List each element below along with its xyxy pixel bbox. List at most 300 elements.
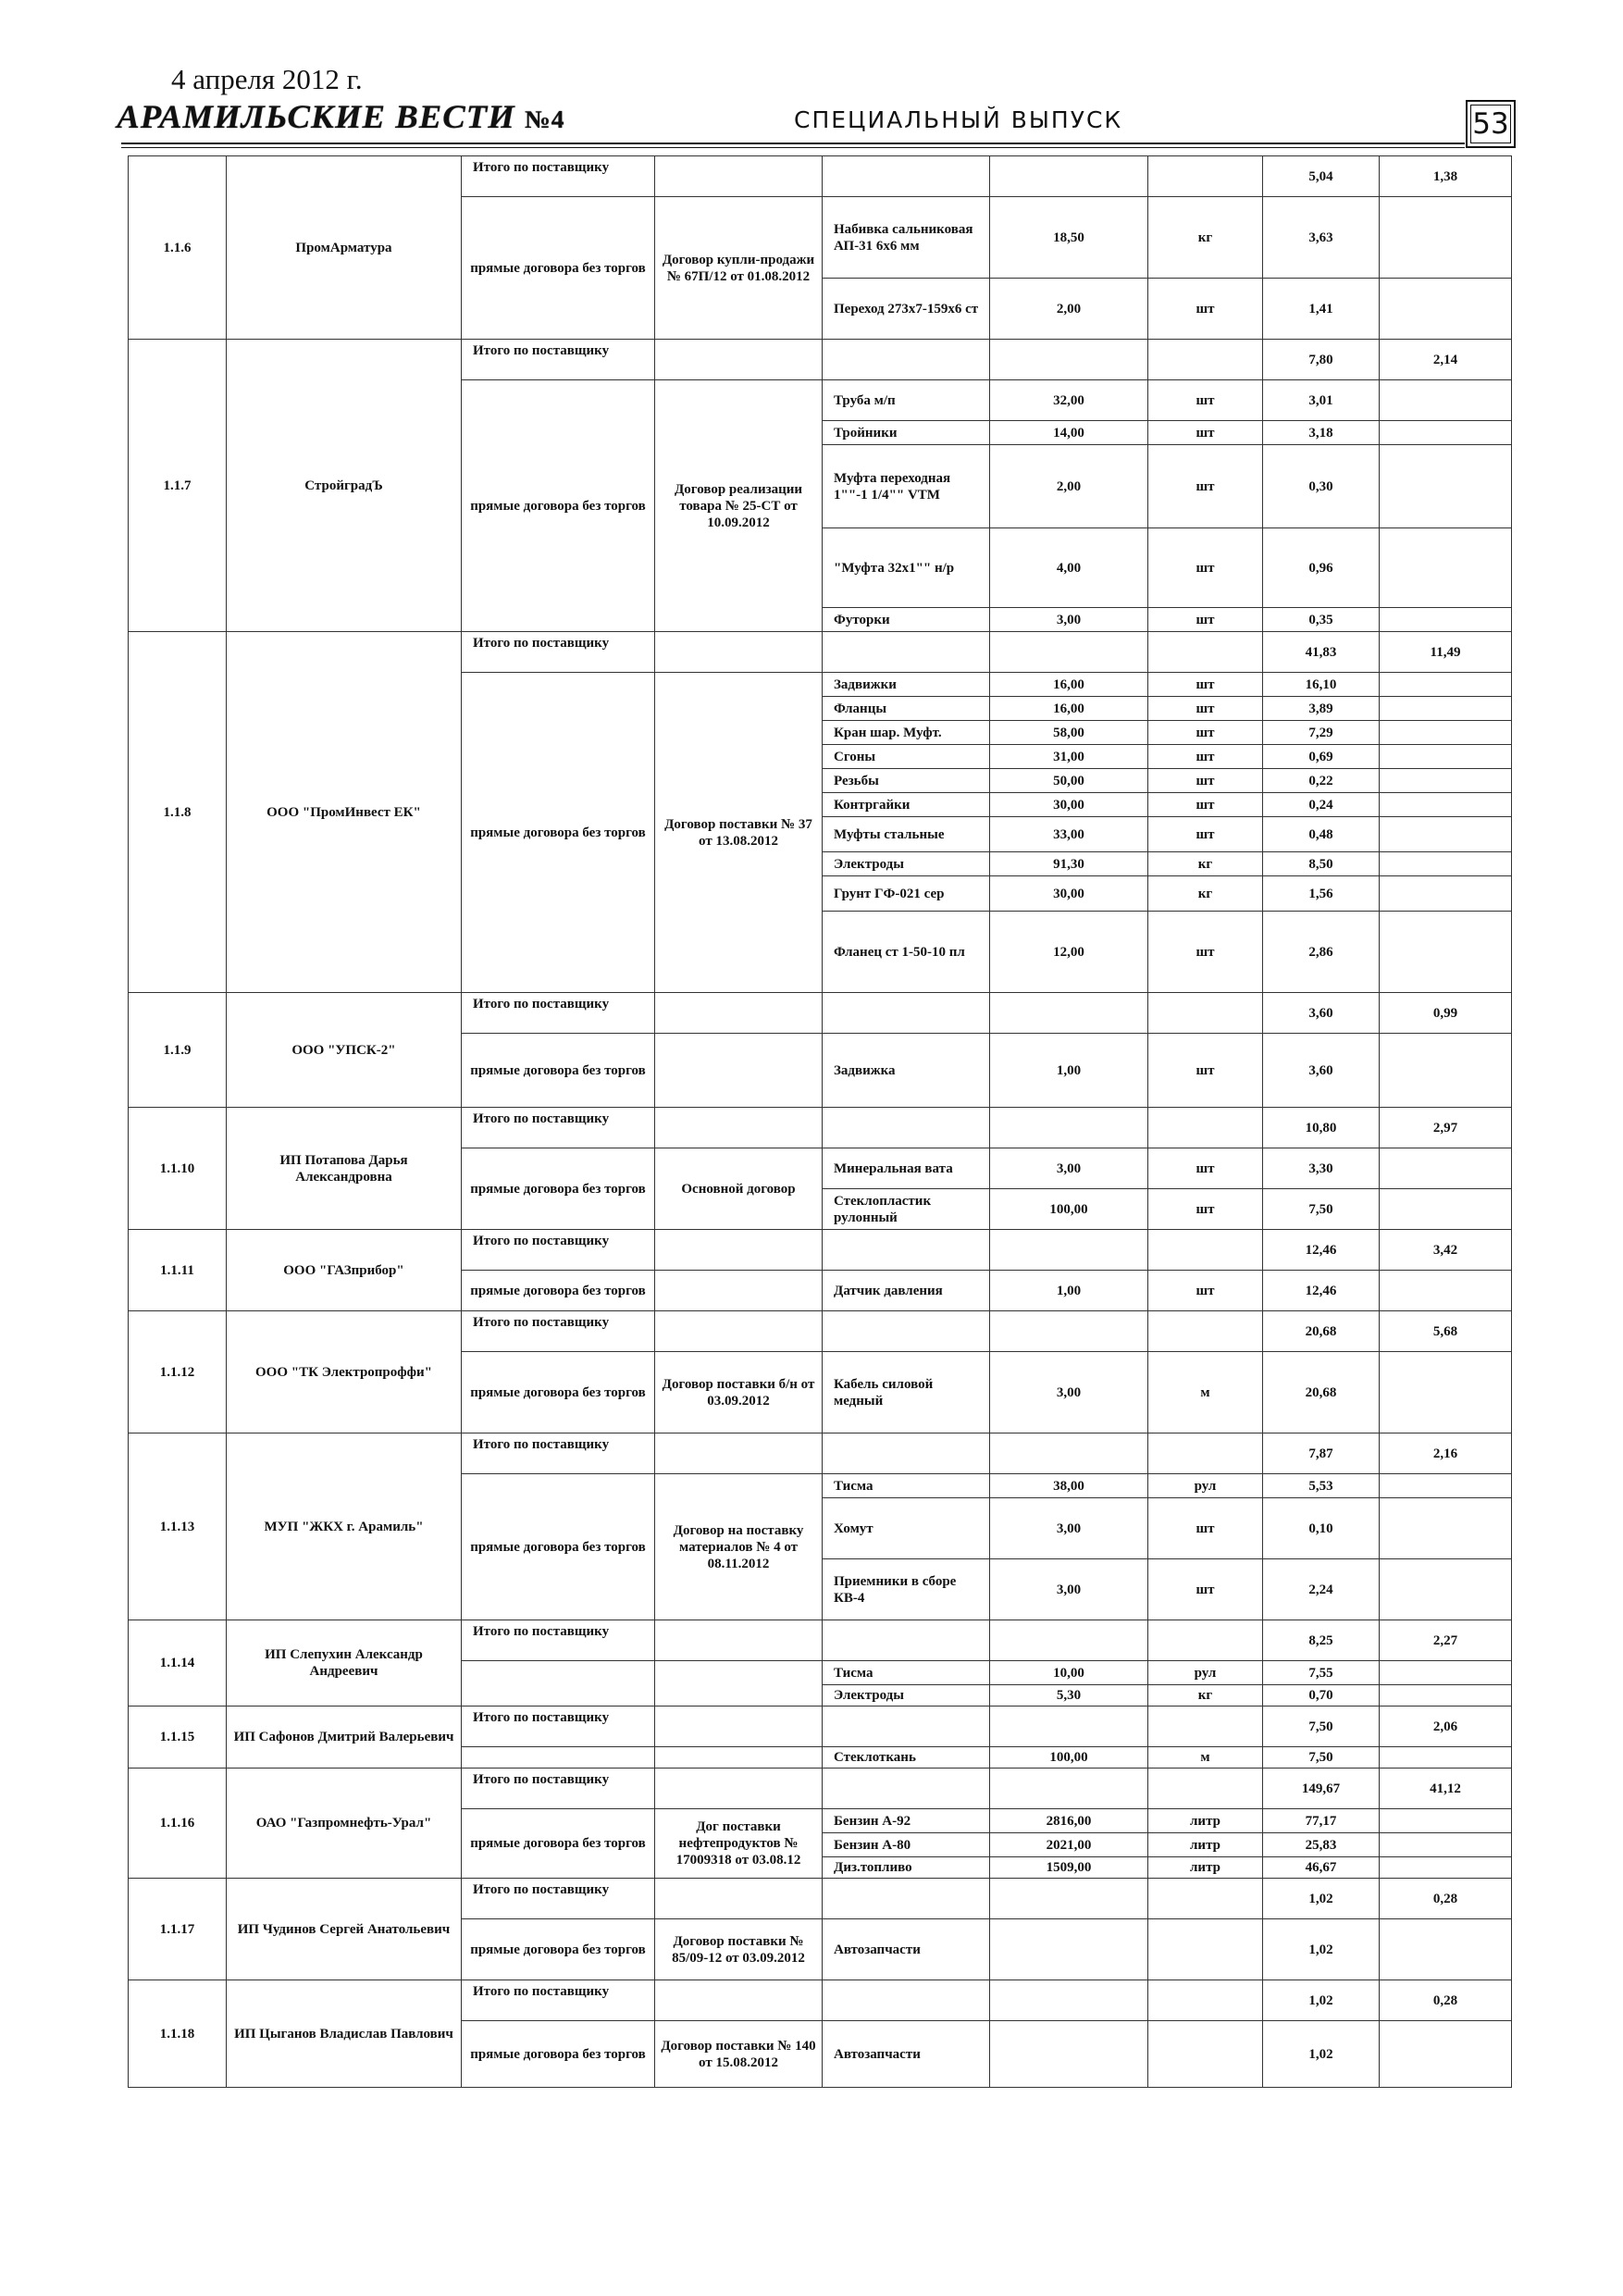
item-qty: 30,00 (990, 793, 1148, 817)
total-contract-cell (655, 156, 823, 197)
item-unit: литр (1148, 1833, 1263, 1857)
item-qty: 2816,00 (990, 1809, 1148, 1833)
supplier-name: СтройградЪ (227, 340, 462, 632)
item-name: Стеклопластик рулонный (823, 1189, 990, 1230)
item-sum: 3,01 (1263, 380, 1380, 421)
procurement-method (462, 1661, 655, 1706)
total-contract-cell (655, 632, 823, 673)
total-unit-cell (1148, 340, 1263, 380)
item-unit (1148, 2021, 1263, 2088)
total-qty-cell (990, 1980, 1148, 2021)
item-share-cell (1380, 697, 1512, 721)
item-unit (1148, 1919, 1263, 1980)
item-sum: 5,53 (1263, 1474, 1380, 1498)
total-share: 2,14 (1380, 340, 1512, 380)
item-share-cell (1380, 1559, 1512, 1620)
total-sum: 149,67 (1263, 1769, 1380, 1809)
item-sum: 1,41 (1263, 279, 1380, 340)
total-share: 2,16 (1380, 1433, 1512, 1474)
item-unit: шт (1148, 421, 1263, 445)
item-share-cell (1380, 1189, 1512, 1230)
item-qty: 1509,00 (990, 1857, 1148, 1879)
procurement-method: прямые договора без торгов (462, 673, 655, 993)
item-name: Грунт ГФ-021 сер (823, 876, 990, 912)
total-unit-cell (1148, 1108, 1263, 1148)
header-rule (121, 143, 1465, 144)
procurement-method: прямые договора без торгов (462, 197, 655, 340)
item-sum: 0,24 (1263, 793, 1380, 817)
contract: Дог поставки нефтепродуктов № 17009318 от 03.08.12 (655, 1809, 823, 1879)
total-item-cell (823, 1311, 990, 1352)
item-unit: рул (1148, 1474, 1263, 1498)
item-qty: 1,00 (990, 1034, 1148, 1108)
item-share-cell (1380, 793, 1512, 817)
total-sum: 3,60 (1263, 993, 1380, 1034)
item-name: Автозапчасти (823, 1919, 990, 1980)
item-name: Контргайки (823, 793, 990, 817)
total-sum: 7,87 (1263, 1433, 1380, 1474)
supplier-id: 1.1.6 (129, 156, 227, 340)
supplier-name: ООО "УПСК-2" (227, 993, 462, 1108)
item-name: Фланец ст 1-50-10 пл (823, 912, 990, 993)
item-share-cell (1380, 1661, 1512, 1685)
supplier-name: ООО "ГАЗприбор" (227, 1230, 462, 1311)
total-share: 0,28 (1380, 1980, 1512, 2021)
item-share-cell (1380, 445, 1512, 528)
item-sum: 16,10 (1263, 673, 1380, 697)
item-qty: 30,00 (990, 876, 1148, 912)
total-contract-cell (655, 1980, 823, 2021)
total-qty-cell (990, 632, 1148, 673)
item-unit: шт (1148, 673, 1263, 697)
item-share-cell (1380, 721, 1512, 745)
item-share-cell (1380, 421, 1512, 445)
total-item-cell (823, 1706, 990, 1747)
item-unit: рул (1148, 1661, 1263, 1685)
item-name: Тисма (823, 1661, 990, 1685)
procurement-method: прямые договора без торгов (462, 380, 655, 632)
contract: Договор реализации товара № 25-СТ от 10.09.2012 (655, 380, 823, 632)
item-qty: 3,00 (990, 608, 1148, 632)
total-qty-cell (990, 993, 1148, 1034)
item-share-cell (1380, 197, 1512, 279)
item-share-cell (1380, 1857, 1512, 1879)
total-qty-cell (990, 1108, 1148, 1148)
item-name: Футорки (823, 608, 990, 632)
item-name: Бензин А-80 (823, 1833, 990, 1857)
total-label: Итого по поставщику (462, 1311, 655, 1352)
total-share: 11,49 (1380, 632, 1512, 673)
total-contract-cell (655, 993, 823, 1034)
item-unit: кг (1148, 1685, 1263, 1706)
total-qty-cell (990, 1706, 1148, 1747)
item-sum: 2,24 (1263, 1559, 1380, 1620)
total-sum: 20,68 (1263, 1311, 1380, 1352)
supplier-name: МУП "ЖКХ г. Арамиль" (227, 1433, 462, 1620)
item-share-cell (1380, 2021, 1512, 2088)
total-sum: 7,50 (1263, 1706, 1380, 1747)
item-qty: 1,00 (990, 1271, 1148, 1311)
supplier-id: 1.1.8 (129, 632, 227, 993)
supplier-id: 1.1.14 (129, 1620, 227, 1706)
contract (655, 1034, 823, 1108)
total-share: 3,42 (1380, 1230, 1512, 1271)
supplier-id: 1.1.18 (129, 1980, 227, 2088)
contract (655, 1661, 823, 1706)
item-sum: 0,69 (1263, 745, 1380, 769)
item-qty: 4,00 (990, 528, 1148, 608)
item-unit: шт (1148, 817, 1263, 852)
total-label: Итого по поставщику (462, 632, 655, 673)
total-contract-cell (655, 1879, 823, 1919)
item-qty (990, 2021, 1148, 2088)
item-unit: шт (1148, 445, 1263, 528)
item-name: Автозапчасти (823, 2021, 990, 2088)
item-sum: 0,96 (1263, 528, 1380, 608)
total-unit-cell (1148, 1311, 1263, 1352)
supplier-total-row (129, 1706, 1512, 1747)
supplier-total-row (129, 993, 1512, 1034)
item-name: Труба м/п (823, 380, 990, 421)
item-name: Электроды (823, 1685, 990, 1706)
total-sum: 7,80 (1263, 340, 1380, 380)
contract: Договор поставки № 85/09-12 от 03.09.2012 (655, 1919, 823, 1980)
item-sum: 0,10 (1263, 1498, 1380, 1559)
supplier-name: ИП Цыганов Владислав Павлович (227, 1980, 462, 2088)
item-name: Набивка сальниковая АП-31 6х6 мм (823, 197, 990, 279)
total-unit-cell (1148, 156, 1263, 197)
item-sum: 7,50 (1263, 1747, 1380, 1769)
procurement-method: прямые договора без торгов (462, 1034, 655, 1108)
supplier-total-row (129, 340, 1512, 380)
item-share-cell (1380, 912, 1512, 993)
total-share: 2,27 (1380, 1620, 1512, 1661)
item-unit: шт (1148, 793, 1263, 817)
total-qty-cell (990, 1311, 1148, 1352)
item-name: Кабель силовой медный (823, 1352, 990, 1433)
item-unit: м (1148, 1747, 1263, 1769)
item-sum: 1,02 (1263, 2021, 1380, 2088)
supplier-total-row (129, 1230, 1512, 1271)
item-unit: шт (1148, 1189, 1263, 1230)
item-qty: 2,00 (990, 445, 1148, 528)
supplier-id: 1.1.17 (129, 1879, 227, 1980)
total-contract-cell (655, 1108, 823, 1148)
item-sum: 3,60 (1263, 1034, 1380, 1108)
item-sum: 8,50 (1263, 852, 1380, 876)
total-contract-cell (655, 1769, 823, 1809)
item-name: Муфта переходная 1""-1 1/4"" VTM (823, 445, 990, 528)
total-item-cell (823, 1108, 990, 1148)
item-sum: 7,55 (1263, 1661, 1380, 1685)
supplier-name: ИП Слепухин Александр Андреевич (227, 1620, 462, 1706)
item-share-cell (1380, 852, 1512, 876)
item-qty: 3,00 (990, 1559, 1148, 1620)
item-sum: 1,02 (1263, 1919, 1380, 1980)
supplier-name: ИП Сафонов Дмитрий Валерьевич (227, 1706, 462, 1769)
total-label: Итого по поставщику (462, 340, 655, 380)
item-sum: 77,17 (1263, 1809, 1380, 1833)
item-sum: 12,46 (1263, 1271, 1380, 1311)
item-qty: 18,50 (990, 197, 1148, 279)
item-sum: 3,30 (1263, 1148, 1380, 1189)
supplier-name: ОАО "Газпромнефть-Урал" (227, 1769, 462, 1879)
total-share: 2,97 (1380, 1108, 1512, 1148)
item-name: Фланцы (823, 697, 990, 721)
item-sum: 20,68 (1263, 1352, 1380, 1433)
item-unit: шт (1148, 528, 1263, 608)
total-sum: 1,02 (1263, 1879, 1380, 1919)
item-unit: шт (1148, 769, 1263, 793)
item-qty: 31,00 (990, 745, 1148, 769)
item-qty: 16,00 (990, 697, 1148, 721)
procurement-method: прямые договора без торгов (462, 1352, 655, 1433)
item-sum: 0,22 (1263, 769, 1380, 793)
issue-date: 4 апреля 2012 г. (171, 63, 363, 95)
item-unit: шт (1148, 1148, 1263, 1189)
total-qty-cell (990, 156, 1148, 197)
total-sum: 1,02 (1263, 1980, 1380, 2021)
procurement-method: прямые договора без торгов (462, 1474, 655, 1620)
supplier-total-row (129, 632, 1512, 673)
item-name: Сгоны (823, 745, 990, 769)
supplier-id: 1.1.12 (129, 1311, 227, 1433)
item-name: Тисма (823, 1474, 990, 1498)
table-body (129, 156, 1512, 2088)
total-qty-cell (990, 340, 1148, 380)
supplier-total-row (129, 1620, 1512, 1661)
item-share-cell (1380, 1034, 1512, 1108)
item-qty: 100,00 (990, 1189, 1148, 1230)
supplier-name: ООО "ПромИнвест ЕК" (227, 632, 462, 993)
procurement-method: прямые договора без торгов (462, 1809, 655, 1879)
item-name: Диз.топливо (823, 1857, 990, 1879)
total-label: Итого по поставщику (462, 1769, 655, 1809)
item-qty: 38,00 (990, 1474, 1148, 1498)
item-sum: 3,18 (1263, 421, 1380, 445)
procurement-method: прямые договора без торгов (462, 1271, 655, 1311)
item-unit: кг (1148, 197, 1263, 279)
item-share-cell (1380, 1474, 1512, 1498)
item-name: Задвижка (823, 1034, 990, 1108)
procurement-method (462, 1747, 655, 1769)
newspaper-logo (117, 97, 564, 136)
item-qty: 16,00 (990, 673, 1148, 697)
item-share-cell (1380, 528, 1512, 608)
item-sum: 3,63 (1263, 197, 1380, 279)
procurement-method: прямые договора без торгов (462, 1148, 655, 1230)
item-share-cell (1380, 608, 1512, 632)
supplier-total-row (129, 1980, 1512, 2021)
contract (655, 1271, 823, 1311)
total-item-cell (823, 1230, 990, 1271)
total-label: Итого по поставщику (462, 1879, 655, 1919)
total-share: 5,68 (1380, 1311, 1512, 1352)
issue-number: №4 (525, 105, 565, 133)
supplier-name: ООО "ТК Электропроффи" (227, 1311, 462, 1433)
item-name: Бензин А-92 (823, 1809, 990, 1833)
supplier-total-row (129, 156, 1512, 197)
item-qty: 12,00 (990, 912, 1148, 993)
supplier-total-row (129, 1108, 1512, 1148)
item-name: Тройники (823, 421, 990, 445)
supplier-id: 1.1.11 (129, 1230, 227, 1311)
item-sum: 46,67 (1263, 1857, 1380, 1879)
total-unit-cell (1148, 1879, 1263, 1919)
total-sum: 10,80 (1263, 1108, 1380, 1148)
item-share-cell (1380, 1352, 1512, 1433)
item-qty: 33,00 (990, 817, 1148, 852)
item-sum: 2,86 (1263, 912, 1380, 993)
total-item-cell (823, 1433, 990, 1474)
total-item-cell (823, 632, 990, 673)
item-qty: 91,30 (990, 852, 1148, 876)
total-label: Итого по поставщику (462, 1706, 655, 1747)
supplier-id: 1.1.10 (129, 1108, 227, 1230)
item-qty: 5,30 (990, 1685, 1148, 1706)
item-name: Переход 273х7-159х6 ст (823, 279, 990, 340)
item-sum: 0,30 (1263, 445, 1380, 528)
total-contract-cell (655, 1706, 823, 1747)
item-qty: 3,00 (990, 1148, 1148, 1189)
procurement-method: прямые договора без торгов (462, 2021, 655, 2088)
item-unit: шт (1148, 912, 1263, 993)
total-contract-cell (655, 340, 823, 380)
procurement-table (128, 155, 1512, 2088)
item-qty: 14,00 (990, 421, 1148, 445)
item-qty: 3,00 (990, 1498, 1148, 1559)
total-qty-cell (990, 1433, 1148, 1474)
section-title: СПЕЦИАЛЬНЫЙ ВЫПУСК (794, 106, 1123, 133)
total-sum: 8,25 (1263, 1620, 1380, 1661)
item-share-cell (1380, 1833, 1512, 1857)
total-qty-cell (990, 1769, 1148, 1809)
item-share-cell (1380, 1809, 1512, 1833)
total-unit-cell (1148, 632, 1263, 673)
total-label: Итого по поставщику (462, 1980, 655, 2021)
item-sum: 0,70 (1263, 1685, 1380, 1706)
item-name: Муфты стальные (823, 817, 990, 852)
supplier-total-row (129, 1879, 1512, 1919)
item-unit: литр (1148, 1809, 1263, 1833)
total-qty-cell (990, 1879, 1148, 1919)
total-unit-cell (1148, 1980, 1263, 2021)
contract: Договор на поставку материалов № 4 от 08.11.2012 (655, 1474, 823, 1620)
header-rule-thin (121, 147, 1465, 148)
contract (655, 1747, 823, 1769)
supplier-name: ИП Чудинов Сергей Анатольевич (227, 1879, 462, 1980)
item-name: Резьбы (823, 769, 990, 793)
total-label: Итого по поставщику (462, 1620, 655, 1661)
item-unit: шт (1148, 380, 1263, 421)
item-qty: 50,00 (990, 769, 1148, 793)
item-unit: шт (1148, 608, 1263, 632)
item-share-cell (1380, 1919, 1512, 1980)
item-share-cell (1380, 1271, 1512, 1311)
item-share-cell (1380, 876, 1512, 912)
contract: Договор поставки № 37 от 13.08.2012 (655, 673, 823, 993)
item-name: Задвижки (823, 673, 990, 697)
total-sum: 41,83 (1263, 632, 1380, 673)
total-share: 0,99 (1380, 993, 1512, 1034)
total-qty-cell (990, 1230, 1148, 1271)
total-unit-cell (1148, 1433, 1263, 1474)
total-label: Итого по поставщику (462, 156, 655, 197)
supplier-id: 1.1.15 (129, 1706, 227, 1769)
total-item-cell (823, 340, 990, 380)
total-unit-cell (1148, 1769, 1263, 1809)
total-item-cell (823, 1769, 990, 1809)
total-label: Итого по поставщику (462, 993, 655, 1034)
total-contract-cell (655, 1230, 823, 1271)
item-sum: 0,35 (1263, 608, 1380, 632)
newspaper-name: АРАМИЛЬСКИЕ ВЕСТИ (117, 98, 515, 135)
item-share-cell (1380, 380, 1512, 421)
total-share: 2,06 (1380, 1706, 1512, 1747)
total-item-cell (823, 1620, 990, 1661)
total-unit-cell (1148, 1706, 1263, 1747)
item-unit: м (1148, 1352, 1263, 1433)
item-unit: шт (1148, 721, 1263, 745)
item-share-cell (1380, 279, 1512, 340)
item-qty: 32,00 (990, 380, 1148, 421)
item-name: Минеральная вата (823, 1148, 990, 1189)
item-share-cell (1380, 769, 1512, 793)
supplier-total-row (129, 1433, 1512, 1474)
contract: Договор поставки № 140 от 15.08.2012 (655, 2021, 823, 2088)
item-share-cell (1380, 673, 1512, 697)
total-sum: 5,04 (1263, 156, 1380, 197)
total-share: 41,12 (1380, 1769, 1512, 1809)
item-qty: 2,00 (990, 279, 1148, 340)
total-label: Итого по поставщику (462, 1108, 655, 1148)
item-unit: шт (1148, 745, 1263, 769)
item-name: Электроды (823, 852, 990, 876)
item-name: Кран шар. Муфт. (823, 721, 990, 745)
item-sum: 7,29 (1263, 721, 1380, 745)
total-unit-cell (1148, 1230, 1263, 1271)
item-sum: 25,83 (1263, 1833, 1380, 1857)
supplier-total-row (129, 1769, 1512, 1809)
item-share-cell (1380, 1498, 1512, 1559)
total-label: Итого по поставщику (462, 1433, 655, 1474)
total-share: 1,38 (1380, 156, 1512, 197)
item-unit: литр (1148, 1857, 1263, 1879)
total-sum: 12,46 (1263, 1230, 1380, 1271)
contract: Договор купли-продажи № 67П/12 от 01.08.2012 (655, 197, 823, 340)
item-qty: 100,00 (990, 1747, 1148, 1769)
item-qty: 2021,00 (990, 1833, 1148, 1857)
item-sum: 7,50 (1263, 1189, 1380, 1230)
item-name: Приемники в сборе КВ-4 (823, 1559, 990, 1620)
total-unit-cell (1148, 993, 1263, 1034)
total-contract-cell (655, 1311, 823, 1352)
total-item-cell (823, 1879, 990, 1919)
total-item-cell (823, 993, 990, 1034)
item-unit: шт (1148, 697, 1263, 721)
item-qty: 3,00 (990, 1352, 1148, 1433)
supplier-id: 1.1.9 (129, 993, 227, 1108)
total-contract-cell (655, 1433, 823, 1474)
item-sum: 1,56 (1263, 876, 1380, 912)
item-unit: кг (1148, 852, 1263, 876)
total-item-cell (823, 156, 990, 197)
supplier-id: 1.1.16 (129, 1769, 227, 1879)
item-share-cell (1380, 1685, 1512, 1706)
item-sum: 3,89 (1263, 697, 1380, 721)
item-unit: шт (1148, 279, 1263, 340)
item-unit: шт (1148, 1034, 1263, 1108)
